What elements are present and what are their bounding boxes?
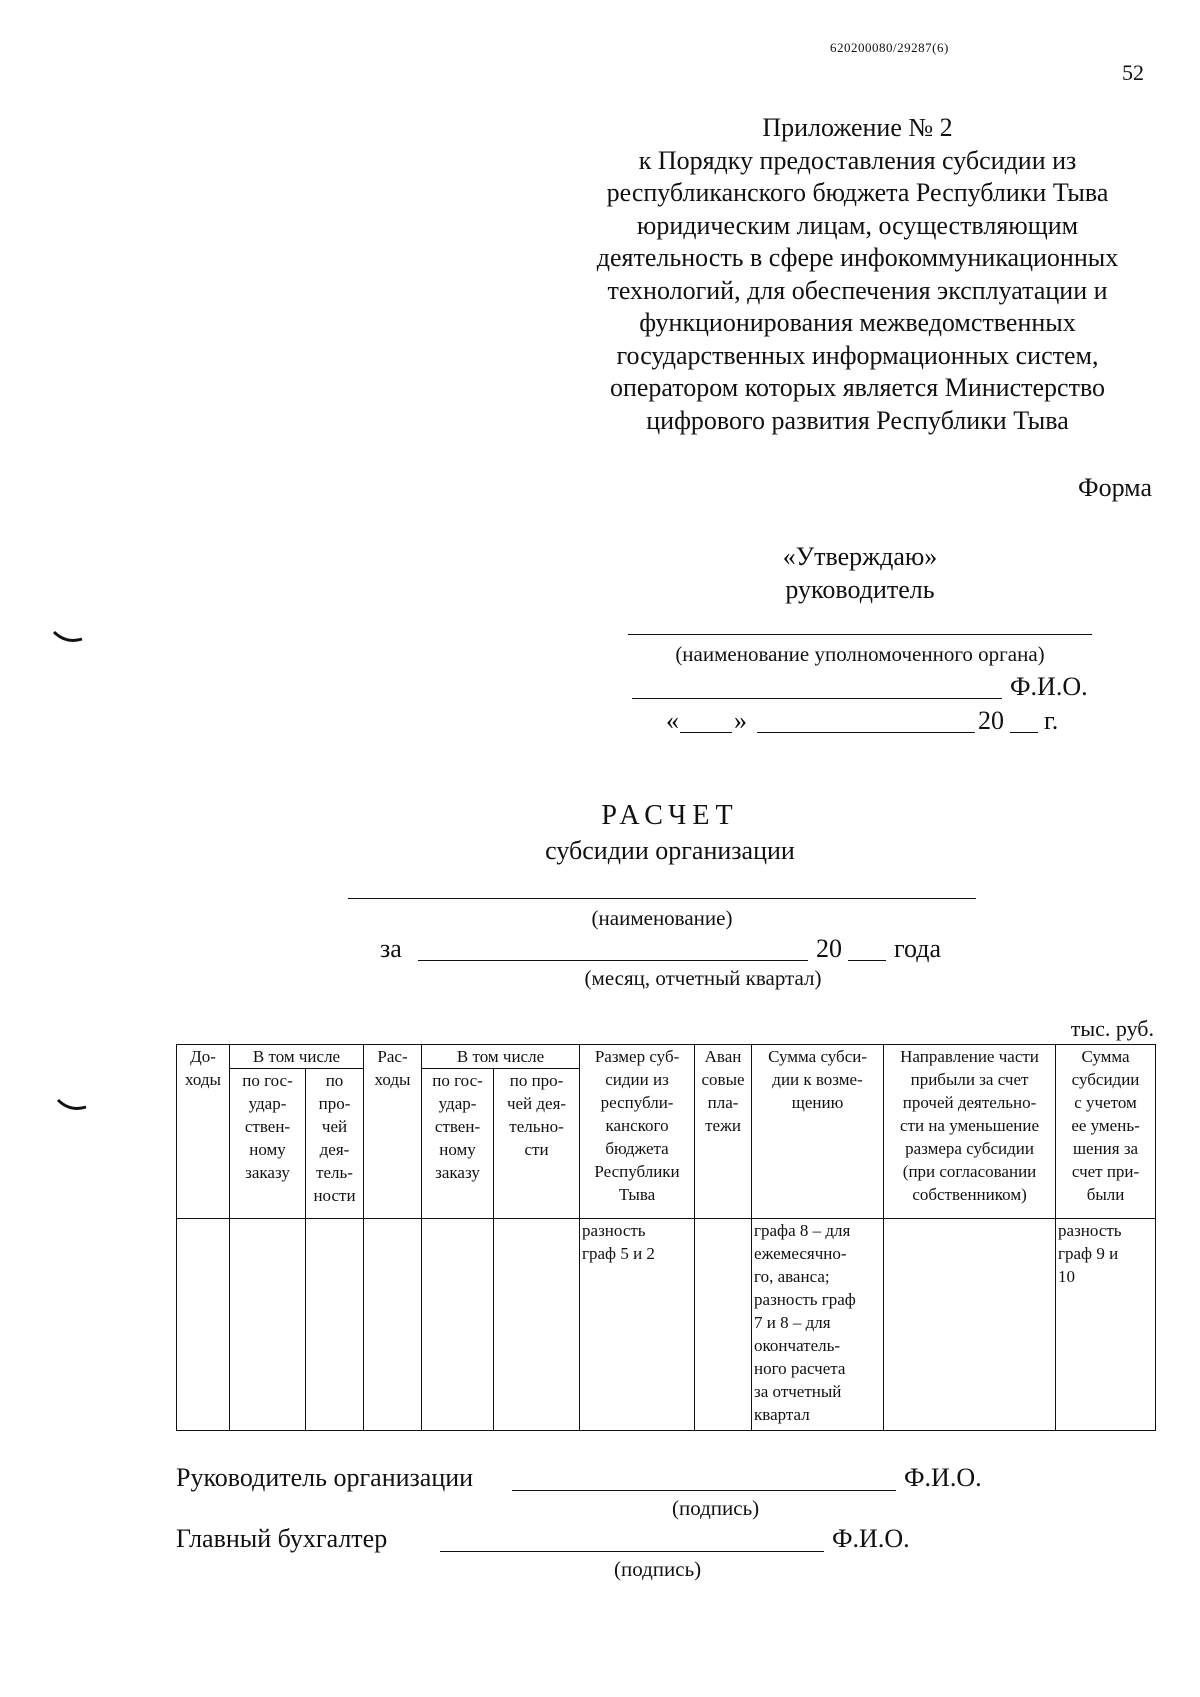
table-cell[interactable] <box>884 1219 1056 1431</box>
date-quote-open: « <box>666 706 679 735</box>
header-profit-direction: Направление части прибыли за счет прочей деятельно- сти на уменьшение размера субсидии (при согласовании собственником) <box>884 1045 1056 1219</box>
header-income-state-order: по гос- удар- ствен- ному заказу <box>230 1069 306 1219</box>
header-income-other-activity: по про- чей дея- тель- ности <box>306 1069 364 1219</box>
units-label: тыс. руб. <box>1070 1016 1154 1041</box>
period-year-prefix: 20 <box>816 934 842 963</box>
date-day-line <box>680 732 732 733</box>
annex-line: государственных информационных систем, <box>616 340 1099 370</box>
scan-mark-icon <box>56 1098 88 1114</box>
annex-line: цифрового развития Республики Тыва <box>646 405 1069 435</box>
table-cell[interactable] <box>494 1219 580 1431</box>
authority-name-line <box>628 634 1092 635</box>
annex-line: технологий, для обеспечения эксплуатации и <box>607 275 1108 305</box>
table-cell[interactable] <box>230 1219 306 1431</box>
approve-role: руководитель <box>785 575 935 604</box>
annex-line: функционирования межведомственных <box>639 308 1076 337</box>
form-label: Форма <box>1078 473 1152 502</box>
annex-line: к Порядку предоставления субсидии из <box>638 145 1077 175</box>
table-cell-adjusted-formula: разность граф 9 и 10 <box>1056 1219 1156 1431</box>
header-including-income: В том числе <box>230 1045 364 1069</box>
calc-subtitle: субсидии организации <box>545 836 795 865</box>
approval-block <box>700 540 1020 606</box>
header-advance-payments: Аван совые пла- тежи <box>695 1045 752 1219</box>
organization-name-caption: (наименование) <box>591 906 733 930</box>
approve-word: «Утверждаю» <box>782 542 938 571</box>
accountant-fio: Ф.И.О. <box>832 1524 910 1553</box>
approver-fio: Ф.И.О. <box>1010 672 1088 701</box>
date-year-suffix: г. <box>1044 706 1059 735</box>
subsidy-table <box>176 1044 1156 1431</box>
header-expenses-state-order: по гос- удар- ствен- ному заказу <box>422 1069 494 1219</box>
header-expenses: Рас- ходы <box>364 1045 422 1219</box>
scan-mark-icon <box>52 630 84 646</box>
header-subsidy-adjusted: Сумма субсидии с учетом ее умень- шения за счет при- были <box>1056 1045 1156 1219</box>
table-cell[interactable] <box>364 1219 422 1431</box>
organization-name-line <box>348 898 976 899</box>
annex-line: юридическим лицам, осуществляющим <box>636 210 1079 240</box>
page-number: 52 <box>1122 60 1144 85</box>
accountant-label: Главный бухгалтер <box>176 1524 388 1553</box>
table-cell[interactable] <box>177 1219 230 1431</box>
accountant-signature-caption: (подпись) <box>614 1557 702 1581</box>
period-for-label: за <box>380 934 402 963</box>
header-income: До- ходы <box>177 1045 230 1219</box>
head-signature-line <box>512 1490 896 1491</box>
header-expenses-other-activity: по про- чей дея- тельно- сти <box>494 1069 580 1219</box>
header-subsidy-size: Размер суб- сидии из республи- канского бюджета Республики Тыва <box>580 1045 695 1219</box>
calc-title: РАСЧЕТ <box>601 800 739 831</box>
period-year-line <box>848 960 886 961</box>
date-quote-close: » <box>734 706 747 735</box>
authority-caption: (наименование уполномоченного органа) <box>675 642 1045 666</box>
table-cell[interactable] <box>695 1219 752 1431</box>
header-reimbursement-sum: Сумма субси- дии к возме- щению <box>752 1045 884 1219</box>
head-signature-caption: (подпись) <box>672 1496 760 1520</box>
period-line <box>418 960 808 961</box>
annex-line: деятельность в сфере инфокоммуникационных <box>596 243 1119 272</box>
date-year-prefix: 20 <box>978 706 1004 735</box>
period-year-word: года <box>894 934 942 963</box>
table-cell[interactable] <box>422 1219 494 1431</box>
date-year-line <box>1010 732 1038 733</box>
accountant-signature-line <box>440 1551 824 1552</box>
annex-line: республиканского бюджета Республики Тыва <box>606 178 1109 207</box>
table-cell[interactable] <box>306 1219 364 1431</box>
head-label: Руководитель организации <box>176 1463 474 1492</box>
document-id: 620200080/29287(6) <box>830 40 949 55</box>
approver-signature-line <box>632 698 1002 699</box>
annex-line: оператором которых является Министерство <box>609 373 1106 402</box>
annex-block <box>565 112 1150 437</box>
head-fio: Ф.И.О. <box>904 1463 982 1492</box>
date-month-line <box>757 732 975 733</box>
header-including-expenses: В том числе <box>422 1045 580 1069</box>
table-cell-subsidy-formula: разность граф 5 и 2 <box>580 1219 695 1431</box>
table-cell-reimbursement-formula: графа 8 – для ежемесячно- го, аванса; разность граф 7 и 8 – для окончатель- ного расчета за отчетный квартал <box>752 1219 884 1431</box>
annex-line: Приложение № 2 <box>762 113 953 142</box>
period-caption: (месяц, отчетный квартал) <box>584 966 822 990</box>
table-row <box>177 1219 1156 1431</box>
